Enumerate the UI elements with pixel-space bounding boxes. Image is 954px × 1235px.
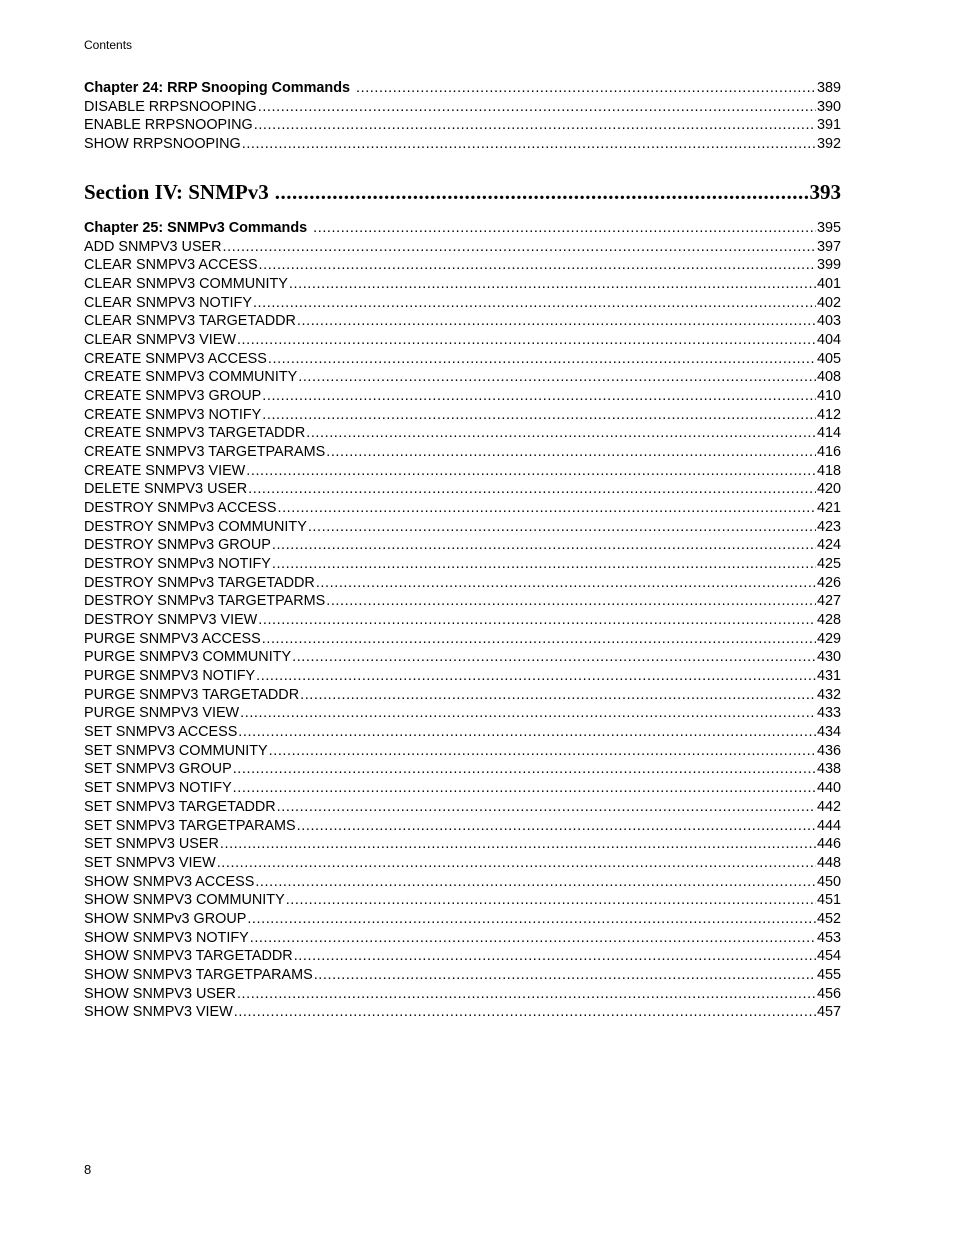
- page-number: 408: [816, 369, 841, 386]
- page-number: 392: [816, 136, 841, 153]
- page-number: 401: [816, 276, 841, 293]
- dot-leader: [308, 518, 816, 537]
- toc-chapter-entry[interactable]: [84, 219, 841, 238]
- toc-entry[interactable]: [84, 686, 841, 705]
- page-number: 389: [816, 80, 841, 96]
- toc-entry-label: SET SNMPV3 NOTIFY: [84, 780, 232, 797]
- toc-entry-label: ENABLE RRPSNOOPING: [84, 117, 253, 134]
- toc-entry-label: DISABLE RRPSNOOPING: [84, 98, 257, 115]
- toc-entry[interactable]: [84, 256, 841, 275]
- page-number: 455: [816, 966, 841, 983]
- dot-leader: [326, 443, 816, 462]
- dot-leader: [314, 966, 816, 985]
- toc-entry-label: SHOW RRPSNOOPING: [84, 136, 241, 153]
- toc-entry[interactable]: [84, 835, 841, 854]
- toc-entry-label: CREATE SNMPV3 TARGETPARAMS: [84, 444, 326, 461]
- toc-entry[interactable]: [84, 424, 841, 443]
- page-number: 428: [816, 612, 841, 629]
- toc-entry[interactable]: [84, 312, 841, 331]
- toc-entry[interactable]: [84, 387, 841, 406]
- dot-leader: [294, 947, 816, 966]
- dot-leader: [220, 835, 816, 854]
- toc-entry[interactable]: [84, 574, 841, 593]
- dot-leader: [242, 135, 816, 154]
- toc-section-entry[interactable]: [84, 180, 841, 205]
- running-header: Contents: [84, 38, 133, 52]
- dot-leader: [240, 704, 816, 723]
- page-number: 434: [816, 724, 841, 741]
- toc-entry[interactable]: [84, 854, 841, 873]
- page-number: 403: [816, 313, 841, 330]
- dot-leader: [268, 350, 816, 369]
- page-footer-number: 8: [84, 1162, 92, 1177]
- toc-entry[interactable]: [84, 760, 841, 779]
- toc-entry[interactable]: [84, 555, 841, 574]
- dot-leader: [250, 929, 816, 948]
- dot-leader: [275, 180, 808, 205]
- dot-leader: [277, 798, 816, 817]
- toc-entry[interactable]: [84, 294, 841, 313]
- page-number: 442: [816, 798, 841, 815]
- toc-entry[interactable]: [84, 98, 841, 117]
- dot-leader: [255, 873, 816, 892]
- toc-entry[interactable]: [84, 238, 841, 257]
- dot-leader: [217, 854, 816, 873]
- chapter-24-entries: [84, 98, 841, 154]
- toc-entry-label: DESTROY SNMPv3 TARGETADDR: [84, 574, 315, 591]
- page-number: 456: [816, 985, 841, 1002]
- dot-leader: [292, 648, 816, 667]
- toc-entry-label: CREATE SNMPV3 VIEW: [84, 462, 246, 479]
- toc-entry-label: SHOW SNMPV3 COMMUNITY: [84, 892, 285, 909]
- toc-entry-label: CLEAR SNMPV3 ACCESS: [84, 257, 258, 274]
- toc-entry-label: DELETE SNMPV3 USER: [84, 481, 248, 498]
- toc-entry-label: CREATE SNMPV3 TARGETADDR: [84, 425, 306, 442]
- toc-entry[interactable]: [84, 350, 841, 369]
- toc-entry-label: PURGE SNMPV3 TARGETADDR: [84, 686, 300, 703]
- toc-entry[interactable]: [84, 704, 841, 723]
- toc-entry-label: CREATE SNMPV3 COMMUNITY: [84, 369, 298, 386]
- dot-leader: [286, 891, 816, 910]
- toc-entry[interactable]: [84, 798, 841, 817]
- page-number: 432: [816, 686, 841, 703]
- page-number: 414: [816, 425, 841, 442]
- page-number: 405: [816, 350, 841, 367]
- dot-leader: [272, 536, 816, 555]
- page-number: 433: [816, 705, 841, 722]
- chapter-title: Chapter 24: RRP Snooping Commands: [84, 80, 350, 96]
- page-number: 421: [816, 500, 841, 517]
- toc-entry[interactable]: [84, 499, 841, 518]
- dot-leader: [237, 331, 816, 350]
- page-number: 399: [816, 257, 841, 274]
- page-number: 395: [816, 220, 841, 236]
- page-number: 425: [816, 556, 841, 573]
- toc-entry[interactable]: [84, 592, 841, 611]
- page-number: 453: [816, 929, 841, 946]
- dot-leader: [297, 312, 816, 331]
- toc-entry-label: DESTROY SNMPv3 TARGETPARMS: [84, 593, 326, 610]
- toc-entry[interactable]: [84, 873, 841, 892]
- toc-entry-label: SHOW SNMPV3 VIEW: [84, 1004, 233, 1021]
- page-number: 430: [816, 649, 841, 666]
- dot-leader: [223, 238, 816, 257]
- toc-entry[interactable]: [84, 1003, 841, 1022]
- toc-entry[interactable]: [84, 518, 841, 537]
- page-number: 448: [816, 854, 841, 871]
- toc-chapter-entry[interactable]: [84, 79, 841, 98]
- toc-entry-label: DESTROY SNMPV3 VIEW: [84, 612, 258, 629]
- page-number: 438: [816, 761, 841, 778]
- dot-leader: [234, 1003, 816, 1022]
- toc-entry-label: CLEAR SNMPV3 NOTIFY: [84, 294, 252, 311]
- page-number: 404: [816, 332, 841, 349]
- dot-leader: [262, 630, 816, 649]
- toc-entry[interactable]: [84, 779, 841, 798]
- toc-entry[interactable]: [84, 116, 841, 135]
- toc-entry[interactable]: [84, 406, 841, 425]
- page-number: 436: [816, 742, 841, 759]
- page-number: 393: [809, 180, 841, 204]
- page-number: 391: [816, 117, 841, 134]
- dot-leader: [237, 985, 816, 1004]
- dot-leader: [298, 368, 816, 387]
- page-number: 424: [816, 537, 841, 554]
- chapter-25-entries: [84, 238, 841, 1022]
- page-number: 420: [816, 481, 841, 498]
- page-number: 390: [816, 98, 841, 115]
- dot-leader: [247, 910, 816, 929]
- toc-entry[interactable]: [84, 275, 841, 294]
- toc-entry-label: SHOW SNMPv3 GROUP: [84, 910, 247, 927]
- toc-entry[interactable]: [84, 891, 841, 910]
- toc-entry[interactable]: [84, 742, 841, 761]
- toc-entry-label: CREATE SNMPV3 ACCESS: [84, 350, 267, 367]
- page-number: 440: [816, 780, 841, 797]
- dot-leader: [277, 499, 816, 518]
- toc-entry-label: CREATE SNMPV3 GROUP: [84, 388, 262, 405]
- page-number: 446: [816, 836, 841, 853]
- toc-entry[interactable]: [84, 910, 841, 929]
- page-number: 431: [816, 668, 841, 685]
- toc-entry-label: SET SNMPV3 VIEW: [84, 854, 216, 871]
- page-number: 423: [816, 518, 841, 535]
- page-number: 427: [816, 593, 841, 610]
- toc-entry-label: SHOW SNMPV3 TARGETPARAMS: [84, 966, 313, 983]
- page-number: 426: [816, 574, 841, 591]
- page-number: 457: [816, 1004, 841, 1021]
- chapter-title: Chapter 25: SNMPv3 Commands: [84, 220, 308, 236]
- dot-leader: [238, 723, 816, 742]
- toc-entry[interactable]: [84, 443, 841, 462]
- toc-entry-label: PURGE SNMPV3 ACCESS: [84, 630, 261, 647]
- dot-leader: [313, 219, 816, 238]
- toc-entry[interactable]: [84, 611, 841, 630]
- page-number: 450: [816, 873, 841, 890]
- toc-entry[interactable]: [84, 817, 841, 836]
- toc-entry[interactable]: [84, 368, 841, 387]
- toc-entry-label: PURGE SNMPV3 VIEW: [84, 705, 240, 722]
- dot-leader: [259, 256, 816, 275]
- toc-entry[interactable]: [84, 536, 841, 555]
- dot-leader: [326, 592, 816, 611]
- dot-leader: [269, 742, 816, 761]
- toc-entry-label: SHOW SNMPV3 ACCESS: [84, 873, 255, 890]
- dot-leader: [306, 424, 816, 443]
- toc-entry[interactable]: [84, 985, 841, 1004]
- toc-entry[interactable]: [84, 723, 841, 742]
- page-number: 452: [816, 910, 841, 927]
- toc-entry-label: SHOW SNMPV3 TARGETADDR: [84, 948, 293, 965]
- toc-entry-label: ADD SNMPV3 USER: [84, 238, 222, 255]
- toc-entry-label: DESTROY SNMPv3 GROUP: [84, 537, 271, 554]
- toc-entry[interactable]: [84, 929, 841, 948]
- dot-leader: [300, 686, 816, 705]
- toc-entry[interactable]: [84, 480, 841, 499]
- dot-leader: [254, 116, 816, 135]
- toc-entry[interactable]: [84, 331, 841, 350]
- dot-leader: [233, 760, 816, 779]
- toc-entry[interactable]: [84, 648, 841, 667]
- toc-entry-label: SHOW SNMPV3 USER: [84, 985, 236, 1002]
- page-number: 429: [816, 630, 841, 647]
- page-number: 397: [816, 238, 841, 255]
- dot-leader: [246, 462, 816, 481]
- toc-entry-label: SET SNMPV3 GROUP: [84, 761, 232, 778]
- page-number: 454: [816, 948, 841, 965]
- toc-entry-label: SET SNMPV3 TARGETPARAMS: [84, 817, 296, 834]
- toc-entry-label: PURGE SNMPV3 NOTIFY: [84, 668, 256, 685]
- page-number: 451: [816, 892, 841, 909]
- toc-entry-label: SHOW SNMPV3 NOTIFY: [84, 929, 249, 946]
- toc-entry[interactable]: [84, 135, 841, 154]
- dot-leader: [316, 574, 816, 593]
- dot-leader: [356, 79, 816, 98]
- chapter-25-toc: [84, 219, 841, 1022]
- dot-leader: [258, 611, 816, 630]
- toc-entry-label: DESTROY SNMPv3 NOTIFY: [84, 556, 271, 573]
- chapter-24-toc: [84, 79, 841, 154]
- toc-entry-label: SET SNMPV3 COMMUNITY: [84, 742, 268, 759]
- dot-leader: [289, 275, 816, 294]
- dot-leader: [248, 480, 816, 499]
- toc-entry-label: SET SNMPV3 ACCESS: [84, 724, 238, 741]
- dot-leader: [256, 667, 816, 686]
- toc-entry[interactable]: [84, 947, 841, 966]
- dot-leader: [253, 294, 816, 313]
- toc-entry[interactable]: [84, 667, 841, 686]
- toc-entry-label: CLEAR SNMPV3 COMMUNITY: [84, 276, 288, 293]
- toc-entry-label: CLEAR SNMPV3 VIEW: [84, 332, 236, 349]
- dot-leader: [262, 406, 816, 425]
- toc-entry-label: DESTROY SNMPv3 ACCESS: [84, 500, 277, 517]
- toc-entry[interactable]: [84, 630, 841, 649]
- toc-entry-label: SET SNMPV3 USER: [84, 836, 219, 853]
- page-number: 402: [816, 294, 841, 311]
- toc-entry-label: PURGE SNMPV3 COMMUNITY: [84, 649, 292, 666]
- dot-leader: [272, 555, 816, 574]
- page-number: 444: [816, 817, 841, 834]
- dot-leader: [262, 387, 816, 406]
- page-number: 412: [816, 406, 841, 423]
- dot-leader: [233, 779, 816, 798]
- page-number: 418: [816, 462, 841, 479]
- page-number: 410: [816, 388, 841, 405]
- dot-leader: [258, 98, 816, 117]
- toc-entry[interactable]: [84, 462, 841, 481]
- toc-entry-label: SET SNMPV3 TARGETADDR: [84, 798, 276, 815]
- page-number: 416: [816, 444, 841, 461]
- section-title: Section IV: SNMPv3: [84, 180, 269, 204]
- toc-entry[interactable]: [84, 966, 841, 985]
- toc-entry-label: CLEAR SNMPV3 TARGETADDR: [84, 313, 296, 330]
- dot-leader: [297, 817, 816, 836]
- toc-entry-label: CREATE SNMPV3 NOTIFY: [84, 406, 262, 423]
- toc-entry-label: DESTROY SNMPv3 COMMUNITY: [84, 518, 307, 535]
